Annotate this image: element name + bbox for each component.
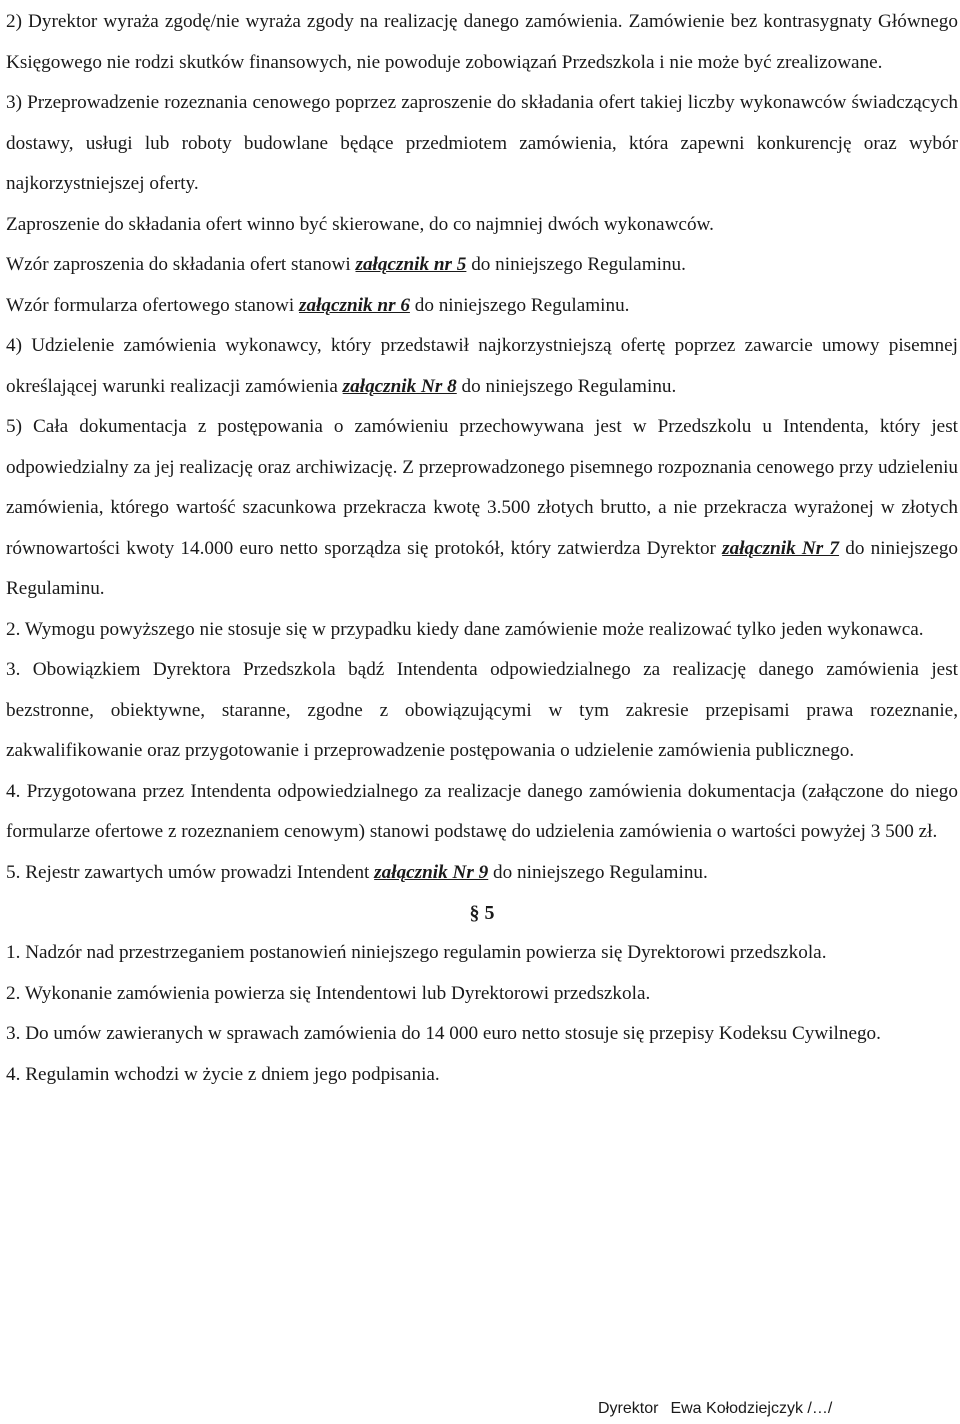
- text-segment: Wzór formularza ofertowego stanowi: [6, 294, 300, 316]
- paragraph-dokumentacja: [6, 407, 958, 610]
- paragraph-wykonanie: 2. Wykonanie zamówienia powierza się Intendentowi lub Dyrektorowi przedszkola.: [6, 982, 651, 1004]
- paragraph-nadzor: 1. Nadzór nad przestrzeganiem postanowień niniejszego regulamin powierza się Dyrektorowi przedszkola.: [6, 942, 827, 963]
- paragraph-udzielenie-zamowienia: [6, 326, 958, 407]
- paragraph-wejscie-w-zycie: 4. Regulamin wchodzi w życie z dniem jego podpisania.: [6, 1063, 440, 1085]
- attachment-reference: załącznik Nr 9: [374, 861, 489, 883]
- paragraph-dyrektor-zgoda: 2) Dyrektor wyraża zgodę/nie wyraża zgody na realizację danego zamówienia. Zamówienie bez kontrasygnaty Głównego Księgowego nie rodzi skutków finansowych, nie powoduje zobowiązań Przedszkola i nie może być zrealizowane.: [6, 11, 958, 73]
- text-segment: 5. Rejestr zawartych umów prowadzi Intendent: [6, 861, 375, 883]
- paragraph-kodeks-cywilny: 3. Do umów zawieranych w sprawach zamówienia do 14 000 euro netto stosuje się przepisy Kodeksu Cywilnego.: [6, 1023, 881, 1044]
- text-segment: Wzór zaproszenia do składania ofert stanowi: [6, 254, 356, 275]
- attachment-reference: załącznik Nr 8: [342, 375, 457, 397]
- attachment-reference: załącznik Nr 7: [722, 537, 840, 559]
- text-segment: do niniejszego Regulaminu.: [6, 537, 959, 599]
- paragraph-przygotowana-dokumentacja: 4. Przygotowana przez Intendenta odpowiedzialnego za realizacje danego zamówienia dokumentacja (załączone do niego formularze ofertowe z rozeznaniem cenowym) stanowi podstawę do udzielenia zamówienia o wartości powyżej 3 500 zł.: [6, 780, 958, 842]
- paragraph-rozeznanie-cenowe: 3) Przeprowadzenie rozeznania cenowego poprzez zaproszenie do składania ofert takiej liczby wykonawców świadczących dostawy, usługi lub roboty budowlane będące przedmiotem zamówienia, która zapewni konkurencję oraz wybór najkorzystniejszej oferty.: [6, 92, 958, 194]
- paragraph-rejestr-umow: [6, 853, 958, 894]
- text-segment: 5) Cała dokumentacja z postępowania o zamówieniu przechowywana jest w Przedszkolu u Intendenta, który jest odpowiedzialny za jej realizację oraz archiwizację. Z przeprowadzonego pisemnego rozpoznania cenowego przy udzieleniu zamówienia, którego wartość szacunkowa przekracza kwotę 3.500 złotych brutto, a nie przekracza wyrażonej w złotych równowartości kwoty 14.000 euro netto sporządza się protokół, który zatwierdza Dyrektor: [6, 416, 958, 559]
- text-segment: do niniejszego Regulaminu.: [488, 861, 708, 883]
- document-page: [6, 2, 958, 1095]
- text-segment: 4) Udzielenie zamówienia wykonawcy, który przedstawił najkorzystniejszą ofertę poprzez zawarcie umowy pisemnej określającej warunki realizacji zamówienia: [6, 335, 958, 397]
- text-segment: do niniejszego Regulaminu.: [456, 375, 677, 397]
- paragraph-wymog-wyjatek: 2. Wymogu powyższego nie stosuje się w przypadku kiedy dane zamówienie może realizować tylko jeden wykonawca.: [6, 618, 924, 640]
- text-segment: do niniejszego Regulaminu.: [466, 254, 686, 275]
- paragraph-zaproszenie-wykonawcow: Zaproszenie do składania ofert winno być skierowane, do co najmniej dwóch wykonawców.: [6, 213, 714, 235]
- signature-name: Ewa Kołodziejczyk /…/: [670, 1400, 833, 1417]
- paragraph-wzor-formularza: [6, 286, 958, 327]
- attachment-reference: załącznik nr 6: [299, 294, 410, 316]
- section-heading: § 5: [469, 902, 495, 924]
- signature-block: [598, 1398, 832, 1420]
- text-segment: do niniejszego Regulaminu.: [409, 294, 630, 316]
- attachment-reference: załącznik nr 5: [355, 254, 467, 275]
- signature-role: Dyrektor: [598, 1400, 659, 1417]
- paragraph-obowiazek-dyrektora: 3. Obowiązkiem Dyrektora Przedszkola bądź Intendenta odpowiedzialnego za realizację danego zamówienia jest bezstronne, obiektywne, staranne, zgodne z obowiązującymi w tym zakresie przepisami prawa rozeznanie, zakwalifikowanie oraz przygotowanie i przeprowadzenie postępowania o udzielenie zamówienia publicznego.: [6, 659, 958, 761]
- paragraph-wzor-zaproszenia: [6, 245, 958, 286]
